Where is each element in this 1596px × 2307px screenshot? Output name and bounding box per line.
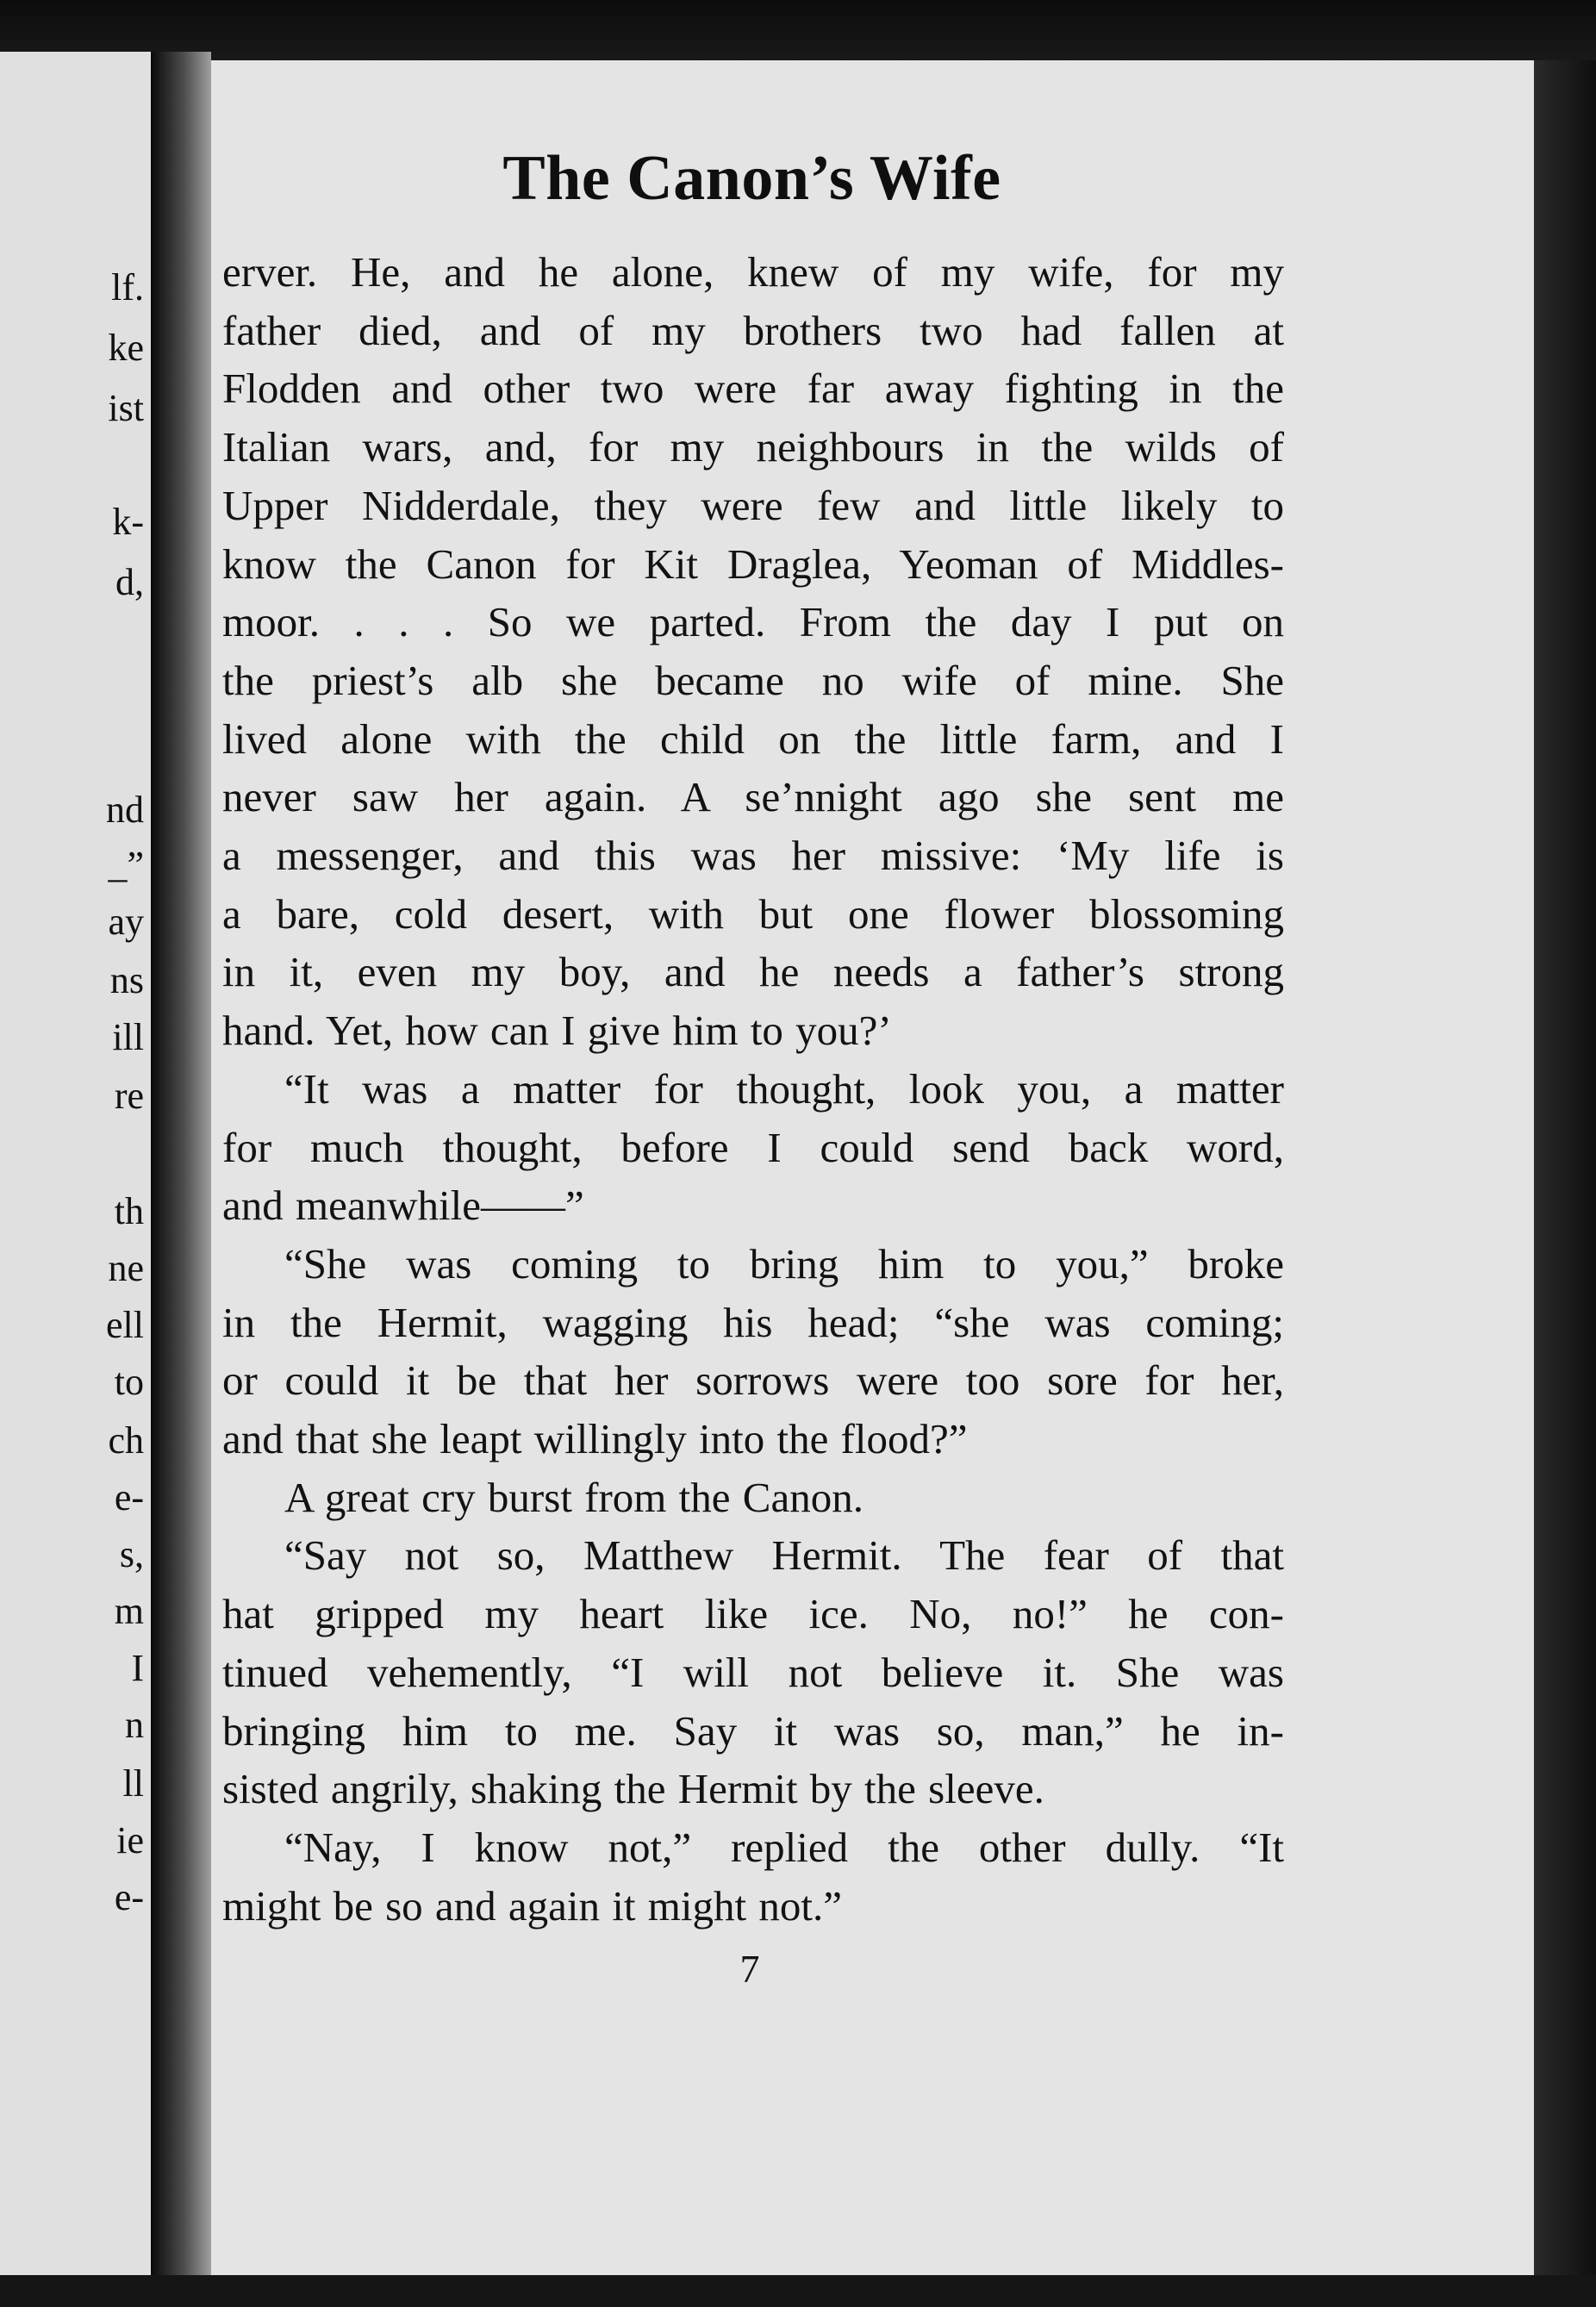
facing-page-word-fragment: ne (108, 1247, 144, 1289)
text-line: hat gripped my heart like ice. No, no!” he con- (222, 1590, 1284, 1638)
facing-page-word-fragment: ell (106, 1304, 144, 1346)
facing-page-word-fragment: k- (112, 501, 144, 543)
text-line: might be so and again it might not.” (222, 1881, 842, 1930)
text-line: the priest’s alb she became no wife of mine. She (222, 656, 1284, 704)
facing-page-word-fragment: ns (109, 959, 144, 1001)
facing-page-word-fragment: lf. (111, 266, 144, 309)
facing-page-word-fragment: I (131, 1647, 144, 1689)
facing-page-word-fragment: n (125, 1704, 144, 1746)
text-line: moor. . . . So we parted. From the day I put on (222, 598, 1284, 646)
text-line: or could it be that her sorrows were too sore for her, (222, 1356, 1284, 1405)
facing-page-word-fragment: ill (112, 1016, 144, 1058)
text-line: hand. Yet, how can I give him to you?’ (222, 1007, 892, 1055)
page-number: 7 (739, 1947, 760, 1991)
facing-page-word-fragment: ist (108, 387, 144, 429)
text-line: a bare, cold desert, with but one flower blossoming (222, 889, 1284, 938)
facing-page-word-fragment: _” (108, 844, 144, 886)
text-line: in it, even my boy, and he needs a father’s strong (222, 948, 1284, 996)
text-line: for much thought, before I could send back word, (222, 1123, 1284, 1171)
text-line: a messenger, and this was her missive: ‘My life is (222, 832, 1284, 880)
body-text (222, 243, 1284, 1935)
page-edge-shadow (1534, 60, 1596, 2275)
text-line: and meanwhile——” (222, 1182, 584, 1230)
facing-page-word-fragment: e- (114, 1476, 144, 1518)
paragraph (222, 1818, 1284, 1935)
facing-page-word-fragment: ch (108, 1419, 144, 1462)
text-line: “Nay, I know not,” replied the other dully. “It (284, 1823, 1284, 1871)
facing-page-word-fragment: m (114, 1590, 144, 1632)
facing-page-word-fragment: s, (119, 1533, 144, 1575)
text-line: “It was a matter for thought, look you, a matter (284, 1064, 1284, 1113)
text-line: lived alone with the child on the little farm, and I (222, 714, 1284, 763)
facing-page-word-fragment: nd (106, 789, 144, 831)
facing-page-word-fragment: d, (115, 561, 144, 603)
facing-page-word-fragment: ay (108, 901, 144, 943)
paragraph (222, 1060, 1284, 1235)
text-line: sisted angrily, shaking the Hermit by the sleeve. (222, 1765, 1044, 1813)
text-line: erver. He, and he alone, knew of my wife, for my (222, 248, 1284, 296)
text-line: “Say not so, Matthew Hermit. The fear of that (284, 1531, 1284, 1580)
text-line: Flodden and other two were far away fighting in the (222, 365, 1284, 413)
facing-page-word-fragment: ke (108, 327, 144, 369)
paragraph (222, 243, 1284, 1060)
text-line: know the Canon for Kit Draglea, Yeoman of Middles- (222, 539, 1284, 588)
facing-page-word-fragment: ll (122, 1762, 144, 1805)
text-line: in the Hermit, wagging his head; “she was coming; (222, 1298, 1284, 1346)
paragraph (222, 1526, 1284, 1818)
scan-border-bottom (0, 2275, 1596, 2307)
text-line: father died, and of my brothers two had fallen at (222, 306, 1284, 354)
text-line: tinued vehemently, “I will not believe it. She was (222, 1648, 1284, 1696)
text-line: Upper Nidderdale, they were few and little likely to (222, 481, 1284, 529)
paragraph (222, 1468, 1284, 1527)
facing-page-word-fragment: e- (114, 1876, 144, 1918)
text-line: “She was coming to bring him to you,” broke (284, 1239, 1284, 1288)
text-line: and that she leapt willingly into the flood?” (222, 1415, 968, 1463)
facing-page-word-fragment: th (114, 1190, 144, 1232)
running-head: The Canon’s Wife (502, 143, 1001, 214)
facing-page-fragment (0, 52, 151, 2284)
text-line: Italian wars, and, for my neighbours in the wilds of (222, 423, 1284, 471)
scan-border-top (0, 0, 1596, 65)
paragraph (222, 1235, 1284, 1468)
book-gutter (151, 52, 211, 2284)
text-line: never saw her again. A se’nnight ago she sent me (222, 773, 1284, 821)
facing-page-word-fragment: to (114, 1361, 144, 1403)
text-line: bringing him to me. Say it was so, man,” he in- (222, 1706, 1284, 1755)
facing-page-word-fragment: ie (116, 1819, 144, 1861)
text-line: A great cry burst from the Canon. (284, 1473, 863, 1521)
facing-page-word-fragment: re (114, 1075, 144, 1117)
